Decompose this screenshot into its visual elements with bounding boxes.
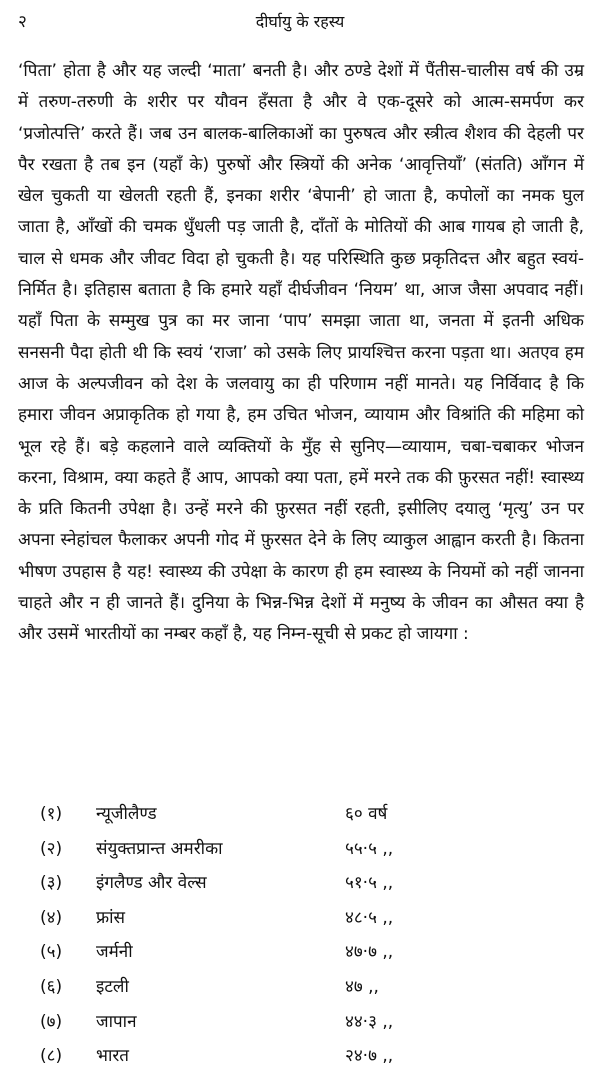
country-name: भारत (96, 1046, 129, 1067)
life-expectancy-row (40, 970, 510, 1005)
average-lifespan: ४४·३ ,, (345, 1011, 394, 1032)
page-header (18, 10, 582, 34)
life-expectancy-row (40, 1039, 510, 1074)
country-name: न्यूजीलैण्ड (96, 804, 157, 824)
running-title: दीर्घायु के रहस्य (255, 12, 345, 31)
country-name: संयुक्तप्रान्त अमरीका (96, 838, 223, 859)
average-lifespan: ५१·५ ,, (345, 873, 394, 894)
average-lifespan: ४७ ,, (345, 976, 379, 997)
row-number: (५) (40, 942, 63, 963)
row-number: (३) (40, 873, 63, 894)
page-number: २ (18, 12, 27, 32)
row-number: (६) (40, 976, 63, 997)
body-paragraph: ‘पिता’ होता है और यह जल्दी ‘माता’ बनती है। और ठण्डे देशों में पैंतीस-चालीस वर्ष की उम्र में तरुण-तरुणी के शरीर पर यौवन हँसता है और वे एक-दूसरे को आत्म-समर्पण कर ‘प्रजोत्पत्ति’ करते हैं। जब उन बालक-बालिकाओं का पुरुषत्व और स्त्रीत्व शैशव की देहली पर पैर रखता है तब इन (यहाँ के) पुरुषों और स्त्रियों की अनेक ‘आवृत्तियाँ’ (संतति) आँगन में खेल चुकती या खेलती रहती हैं, इनका शरीर ‘बेपानी’ हो जाता है, कपोलों का नमक घुल जाता है, आँखों की चमक धुँधली पड़ जाती है, दाँतों के मोतियों की आब गायब हो जाती है, चाल से धमक और जीवट विदा हो चुकती है। यह परिस्थिति कुछ प्रकृतिदत्त और बहुत स्वयं-निर्मित है। इतिहास बताता है कि हमारे यहाँ दीर्घजीवन ‘नियम’ था, आज जैसा अपवाद नहीं। यहाँ पिता के सम्मुख पुत्र का मर जाना ‘पाप’ समझा जाता था, जनता में इतनी अधिक सनसनी पैदा होती थी कि स्वयं ‘राजा’ को उसके लिए प्रायश्चित्त करना पड़ता था। अतएव हम आज के अल्पजीवन को देश के जलवायु का ही परिणाम नहीं मानते। यह निर्विवाद है कि हमारा जीवन अप्राकृतिक हो गया है, हम उचित भोजन, व्यायाम और विश्रांति की महिमा को भूल रहे हैं। बड़े कहलाने वाले व्यक्तियों के मुँह से सुनिए—व्यायाम, चबा-चबाकर भोजन करना, विश्राम, क्या कहते हैं आप, आपको क्या पता, हमें मरने तक की फ़ुरसत नहीं! स्वास्थ्य के प्रति कितनी उपेक्षा है। उन्हें मरने की फ़ुरसत नहीं रहती, इसीलिए दयालु ‘मृत्यु’ उन पर अपना स्नेहांचल फैलाकर अपनी गोद में फ़ुरसत देने के लिए व्याकुल आह्वान करती है। कितना भीषण उपहास है यह! स्वास्थ्य की उपेक्षा के कारण ही हम स्वास्थ्य के नियमों को नहीं जानना चाहते और न ही जानते हैं। दुनिया के भिन्न-भिन्न देशों में मनुष्य के जीवन का औसत क्या है और उसमें भारतीयों का नम्बर कहाँ है, यह निम्न-सूची से प्रकट हो जायगा : (18, 61, 584, 645)
life-expectancy-row (40, 866, 510, 901)
average-lifespan: ६० वर्ष (345, 804, 388, 824)
life-expectancy-row (40, 797, 510, 832)
country-name: फ्रांस (96, 907, 126, 928)
life-expectancy-row (40, 832, 510, 867)
country-name: इंगलैण्ड और वेल्स (96, 873, 207, 894)
country-name: जापान (96, 1011, 137, 1032)
row-number: (२) (40, 838, 63, 859)
life-expectancy-list (40, 797, 510, 1074)
country-name: इटली (96, 976, 129, 997)
row-number: (८) (40, 1046, 63, 1067)
life-expectancy-row (40, 935, 510, 970)
country-name: जर्मनी (96, 942, 133, 963)
row-number: (७) (40, 1011, 63, 1032)
average-lifespan: ४८·५ ,, (345, 907, 394, 928)
average-lifespan: २४·७ ,, (345, 1046, 394, 1067)
average-lifespan: ४७·७ ,, (345, 942, 394, 963)
life-expectancy-row (40, 1005, 510, 1040)
life-expectancy-row (40, 901, 510, 936)
average-lifespan: ५५·५ ,, (345, 838, 394, 859)
row-number: (१) (40, 804, 63, 824)
row-number: (४) (40, 907, 63, 928)
